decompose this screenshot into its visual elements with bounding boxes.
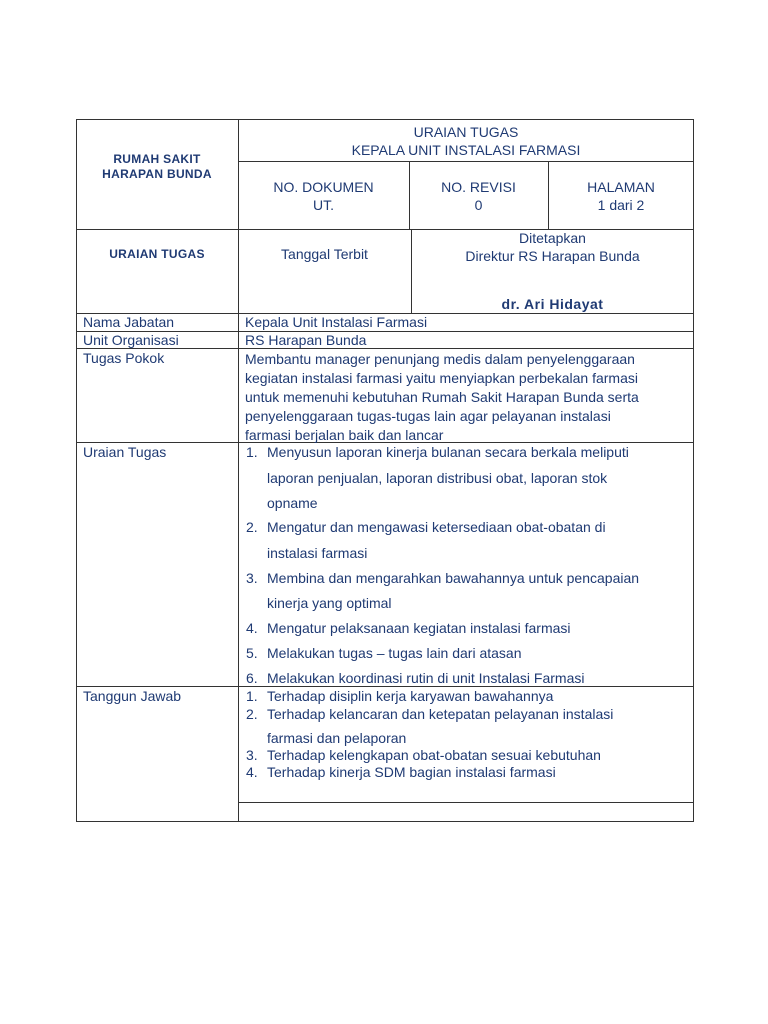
responsibility-number: 1. [246,688,258,704]
doc-number-label: NO. DOKUMEN [273,179,374,195]
task-text: Membina dan mengarahkan bawahannya untuk pencapaian [267,570,640,586]
row-divider [76,348,694,349]
revision-cell [409,178,548,214]
column-divider [238,119,239,822]
responsibility-number: 2. [246,706,258,722]
task-text: opname [267,495,318,511]
org-name [76,152,238,182]
task-text: instalasi farmasi [267,545,368,561]
responsibility-text: Terhadap kelengkapan obat-obatan sesuai kebutuhan [267,747,601,763]
org-name-line1: RUMAH SAKIT [113,152,201,166]
position-label: Nama Jabatan [83,314,175,330]
main-duty-text [245,350,686,445]
row-divider [238,161,694,162]
main-duty-label: Tugas Pokok [83,350,165,366]
task-text: laporan penjualan, laporan distribusi obat, laporan stok [267,470,608,486]
main-duty-line: Membantu manager penunjang medis dalam penyelenggaraan [245,351,635,367]
main-duty-line: untuk memenuhi kebutuhan Rumah Sakit Harapan Bunda serta [245,389,639,405]
doc-number-cell [238,178,409,214]
unit-value: RS Harapan Bunda [245,332,367,348]
row-divider [76,686,694,687]
responsibility-text: farmasi dan pelaporan [267,730,407,746]
page-label: HALAMAN [587,179,655,195]
responsibility-text: Terhadap kelancaran dan ketepatan pelayanan instalasi [267,706,614,722]
task-number: 1. [246,444,258,460]
task-number: 5. [246,645,258,661]
task-number: 2. [246,519,258,535]
approver-name: dr. Ari Hidayat [501,296,604,312]
responsibility-label: Tanggun Jawab [83,688,182,704]
main-duty-line: kegiatan instalasi farmasi yaitu menyiapkan perbekalan farmasi [245,370,638,386]
document-title [238,123,694,159]
issue-date-label: Tanggal Terbit [281,246,368,262]
title-line2: KEPALA UNIT INSTALASI FARMASI [351,142,581,158]
page-value: 1 dari 2 [597,197,645,213]
task-text: Mengatur dan mengawasi ketersediaan obat-obatan di [267,519,606,535]
task-text: Melakukan tugas – tugas lain dari atasan [267,645,522,661]
task-text: Melakukan koordinasi rutin di unit Instalasi Farmasi [267,670,585,686]
org-name-line2: HARAPAN BUNDA [102,167,212,181]
unit-label: Unit Organisasi [83,332,179,348]
approval-block [411,229,694,265]
tasks-label: Uraian Tugas [83,444,167,460]
task-number: 6. [246,670,258,686]
row-divider [238,802,694,803]
task-number: 4. [246,620,258,636]
task-number: 3. [246,570,258,586]
main-duty-line: farmasi berjalan baik dan lancar [245,427,444,443]
approver-title: Direktur RS Harapan Bunda [465,248,640,264]
task-text: Mengatur pelaksanaan kegiatan instalasi farmasi [267,620,571,636]
responsibility-text: Terhadap kinerja SDM bagian instalasi farmasi [267,764,556,780]
task-text: kinerja yang optimal [267,595,392,611]
page-cell [548,178,694,214]
revision-label: NO. REVISI [441,179,516,195]
approved-label: Ditetapkan [519,230,586,246]
doc-number-value: UT. [313,197,334,213]
responsibility-number: 4. [246,764,258,780]
responsibility-text: Terhadap disiplin kerja karyawan bawahannya [267,688,554,704]
section-label: URAIAN TUGAS [109,247,205,261]
position-value: Kepala Unit Instalasi Farmasi [245,314,428,330]
responsibility-number: 3. [246,747,258,763]
main-duty-line: penyelenggaraan tugas-tugas lain agar pelayanan instalasi [245,408,611,424]
revision-value: 0 [474,197,483,213]
title-line1: URAIAN TUGAS [413,124,519,140]
task-text: Menyusun laporan kinerja bulanan secara berkala meliputi [267,444,629,460]
